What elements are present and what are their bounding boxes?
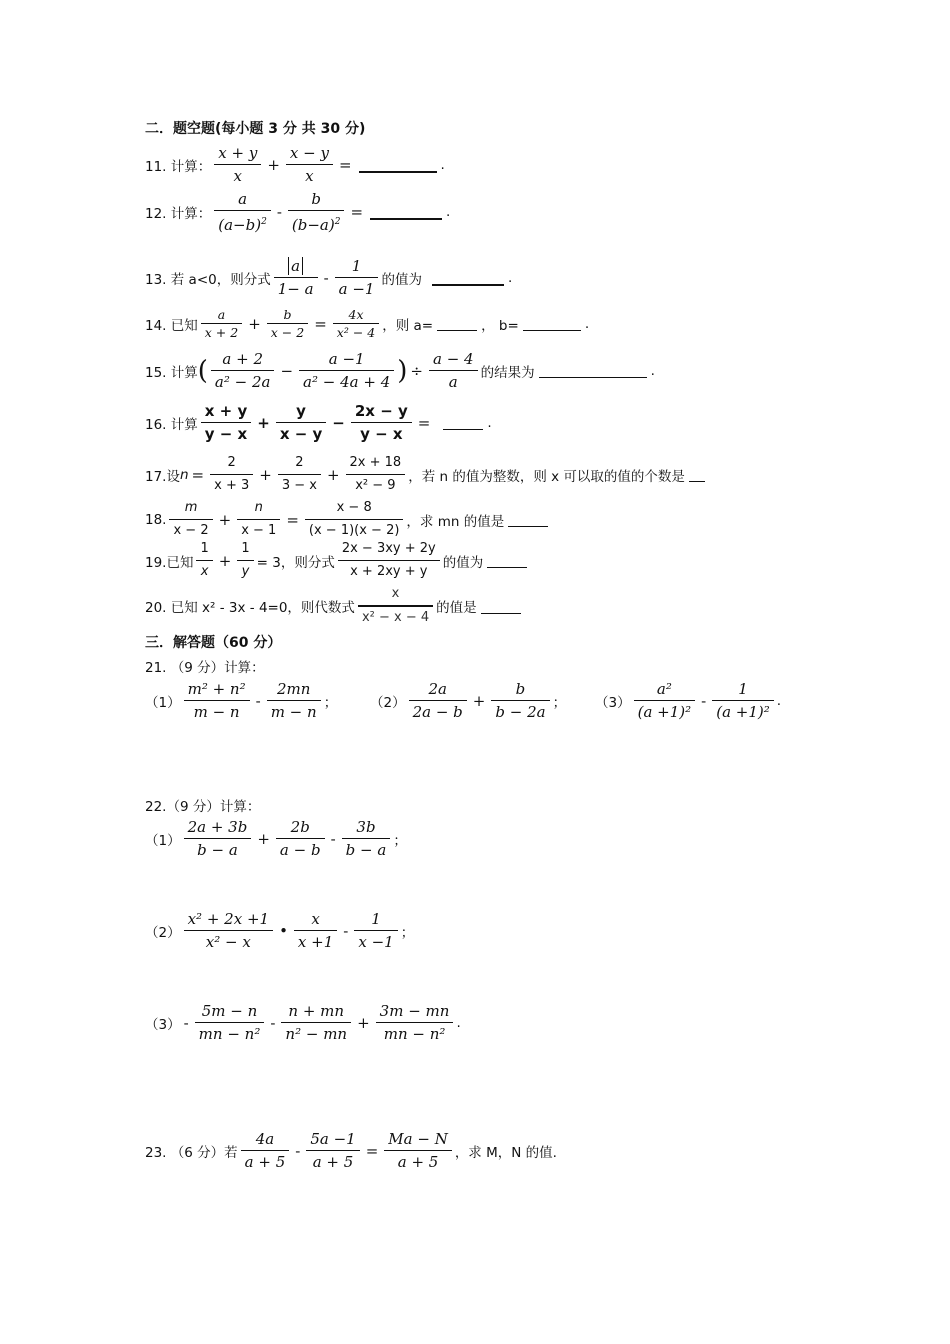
numerator: 2b <box>290 818 310 836</box>
fraction <box>338 538 440 583</box>
denominator: (a +1)² <box>637 703 692 721</box>
numerator: x <box>391 586 400 601</box>
fraction <box>276 816 325 861</box>
text: 19.已知 <box>145 554 194 571</box>
denominator: x − 2 <box>270 325 305 340</box>
denominator: a − b <box>279 841 321 859</box>
text: 的值是 <box>436 600 477 616</box>
text: ，求 M，N 的值. <box>454 1144 557 1161</box>
question-19 <box>145 538 531 583</box>
q22-part-3 <box>145 1000 461 1045</box>
text: ； <box>393 832 407 849</box>
numerator: 4x <box>348 307 364 322</box>
fraction <box>184 816 252 861</box>
operator: - <box>255 691 261 710</box>
numerator: a −1 <box>328 350 365 368</box>
fraction <box>346 452 406 497</box>
fraction <box>634 678 696 723</box>
answer-blank-a[interactable] <box>437 316 477 331</box>
denominator: x² − 9 <box>355 478 396 493</box>
text: ； <box>552 694 567 711</box>
operator: - <box>343 921 349 940</box>
question-11 <box>145 142 445 187</box>
fraction <box>237 497 280 542</box>
operator: = <box>286 510 299 529</box>
operator: + <box>357 1013 370 1032</box>
numerator: y <box>296 402 306 420</box>
text: n <box>179 466 189 483</box>
fraction <box>214 188 271 236</box>
fraction <box>429 348 478 393</box>
denominator: a −1 <box>338 280 375 298</box>
numerator: a² <box>656 680 672 698</box>
operator: + <box>257 829 270 848</box>
fraction <box>169 497 212 542</box>
text: ； <box>323 694 338 711</box>
denominator: mn − n² <box>198 1025 261 1043</box>
denominator: a² − 4a + 4 <box>303 373 391 391</box>
answer-blank-b[interactable] <box>523 316 581 331</box>
numerator: x − 8 <box>336 500 372 515</box>
operator: + <box>259 465 272 484</box>
denominator: a² − 2a <box>214 373 271 391</box>
denominator: x + 2xy + y <box>350 564 428 579</box>
text: 12. 计算： <box>145 206 212 222</box>
text: = 3，则分式 <box>256 554 335 571</box>
fraction <box>184 908 273 953</box>
fraction <box>210 452 253 497</box>
numerator: n + mn <box>288 1002 345 1020</box>
numerator: a <box>238 190 248 208</box>
text: 的值为 <box>381 271 422 288</box>
question-15 <box>145 348 655 393</box>
text: 11. 计算： <box>145 158 212 175</box>
fraction <box>305 497 404 542</box>
denominator: b − 2a <box>495 703 546 721</box>
operator: − <box>332 413 345 432</box>
denominator: x + 2 <box>204 325 239 340</box>
fraction <box>267 306 308 341</box>
denominator: x −1 <box>358 933 394 951</box>
fraction <box>184 678 250 723</box>
question-18 <box>145 497 552 542</box>
denominator: $(a-b)^2$ <box>218 216 267 234</box>
fraction <box>214 142 261 187</box>
text: 20. 已知 x² - 3x - 4=0，则代数式 <box>145 600 355 616</box>
denominator: x + 3 <box>214 478 250 493</box>
denominator: a <box>448 373 458 391</box>
text: ，若 n 的值为整数，则 x 可以取的值的个数是 <box>408 468 685 485</box>
fraction <box>201 306 242 341</box>
numerator: 1 <box>200 541 209 556</box>
numerator: m² + n² <box>187 680 246 698</box>
operator: - <box>330 829 336 848</box>
answer-blank[interactable] <box>370 204 442 220</box>
operator: - <box>276 203 282 221</box>
fraction <box>376 1000 454 1045</box>
denominator: mn − n² <box>383 1025 446 1043</box>
q22-part-2 <box>145 908 414 953</box>
question-21 <box>145 656 265 676</box>
numerator: b <box>311 190 321 208</box>
denominator: y − x <box>360 425 403 443</box>
text: （2） <box>145 924 181 941</box>
denominator: x <box>305 167 314 185</box>
fraction <box>409 678 467 723</box>
numerator: x <box>311 910 320 928</box>
numerator: a + 2 <box>222 350 263 368</box>
numerator: 3m − mn <box>379 1002 450 1020</box>
question-17 <box>145 452 709 497</box>
operator: = <box>350 203 364 221</box>
section-3-title: 三．解答题（60 分） <box>145 635 282 651</box>
denominator: x <box>200 564 209 579</box>
text: 13. 若 a<0，则分式 <box>145 271 271 288</box>
operator: = <box>191 465 205 484</box>
numerator: x − y <box>289 144 329 162</box>
text: ，求 mn 的值是 <box>406 513 505 530</box>
fraction <box>384 1128 452 1173</box>
answer-blank[interactable] <box>508 512 548 527</box>
fraction <box>306 1128 359 1173</box>
answer-blank[interactable] <box>443 415 483 430</box>
text: ， b= <box>481 317 519 334</box>
numerator: 4a <box>255 1130 275 1148</box>
text: （1） <box>145 832 181 849</box>
denominator: (a +1)² <box>716 703 770 721</box>
operator: + <box>257 413 270 432</box>
text: 18. <box>145 511 167 528</box>
question-12 <box>145 188 450 236</box>
denominator: x − 1 <box>241 523 277 538</box>
fraction <box>294 908 337 953</box>
fraction <box>274 255 318 300</box>
numerator: a <box>284 255 307 277</box>
denominator: y <box>241 564 250 579</box>
operator: - <box>183 1013 189 1032</box>
numerator: 2x + 18 <box>349 455 402 470</box>
numerator: 2 <box>227 455 236 470</box>
q21-part-2 <box>370 678 595 723</box>
numerator: 1 <box>351 257 362 275</box>
denominator: x² − x − 4 <box>361 610 430 625</box>
operator: + <box>326 465 340 484</box>
denominator: m − n <box>193 703 240 721</box>
fraction <box>196 538 212 583</box>
fraction <box>354 908 397 953</box>
numerator: 2mn <box>276 680 311 698</box>
fraction <box>335 255 379 300</box>
q21-part-3 <box>595 678 781 723</box>
denominator: m − n <box>270 703 317 721</box>
numerator: 5m − n <box>201 1002 258 1020</box>
text: （3） <box>145 1016 181 1033</box>
operator: + <box>218 551 232 570</box>
fraction <box>342 816 391 861</box>
fraction <box>286 142 333 187</box>
denominator: $(b-a)^2$ <box>291 216 341 234</box>
numerator: 2 <box>295 455 304 470</box>
fraction <box>211 348 275 393</box>
operator: • <box>279 921 288 940</box>
text: . <box>507 269 513 286</box>
fraction <box>712 678 774 723</box>
question-16 <box>145 400 492 445</box>
fraction <box>201 400 251 445</box>
question-23 <box>145 1128 557 1173</box>
operator: - <box>701 691 707 710</box>
operator: ÷ <box>410 361 423 380</box>
answer-blank[interactable] <box>481 599 521 614</box>
fraction <box>195 1000 265 1045</box>
numerator: 2x − 3xy + 2y <box>341 541 436 556</box>
numerator: x² + 2x +1 <box>187 910 270 928</box>
operator: − <box>280 361 294 380</box>
operator: - <box>295 1141 301 1160</box>
q21-part-1 <box>145 678 370 723</box>
denominator: 3 − x <box>281 478 317 493</box>
operator: = <box>365 1141 379 1160</box>
denominator: y − x <box>204 425 248 443</box>
denominator: n² − mn <box>285 1025 348 1043</box>
answer-blank[interactable] <box>539 363 647 378</box>
fraction <box>358 583 433 629</box>
text: . <box>776 692 782 709</box>
operator: + <box>267 155 280 174</box>
denominator: a + 5 <box>312 1153 354 1171</box>
fraction <box>276 400 326 445</box>
text: （3） <box>595 694 631 711</box>
text: ，则 a= <box>382 317 434 334</box>
text: . <box>487 414 492 431</box>
operator: = <box>338 155 352 174</box>
fraction <box>278 452 321 497</box>
text: . <box>650 362 655 379</box>
numerator: 5a −1 <box>310 1130 356 1148</box>
denominator: (x − 1)(x − 2) <box>308 523 400 538</box>
numerator: a − 4 <box>432 350 474 368</box>
numerator: x + y <box>204 402 248 420</box>
denominator: 2a − b <box>412 703 463 721</box>
numerator: m <box>184 500 198 515</box>
numerator: b <box>515 680 526 698</box>
fraction <box>333 306 379 341</box>
section-2-title: 二．题空题(每小题 3 分 共 30 分) <box>145 121 366 137</box>
numerator: 2a <box>428 680 447 698</box>
text: 15. 计算 <box>145 364 198 381</box>
text: 16. 计算 <box>145 416 198 433</box>
numerator: 3b <box>356 818 376 836</box>
denominator: a + 5 <box>244 1153 286 1171</box>
text: 14. 已知 <box>145 317 198 334</box>
text: （1） <box>145 694 181 711</box>
question-21-parts <box>145 678 781 723</box>
fraction <box>351 400 412 445</box>
text: 的值为 <box>442 554 484 571</box>
parenthesis: ( <box>197 355 208 386</box>
denominator: x² − x <box>205 933 251 951</box>
text: ； <box>400 924 415 941</box>
operator: + <box>472 691 486 710</box>
fraction <box>281 1000 351 1045</box>
question-14 <box>145 306 589 341</box>
text: 23. （6 分）若 <box>145 1144 238 1161</box>
text: . <box>440 156 445 173</box>
numerator: x + y <box>218 144 258 162</box>
numerator: 1 <box>371 910 381 928</box>
parenthesis: ) <box>397 355 408 386</box>
denominator: a + 5 <box>397 1153 439 1171</box>
question-13 <box>145 255 512 300</box>
fraction <box>491 678 549 723</box>
numerator: 2a + 3b <box>187 818 248 836</box>
text: . <box>446 204 451 220</box>
denominator: x − 2 <box>173 523 209 538</box>
numerator: a <box>217 307 226 322</box>
text: . <box>456 1014 461 1031</box>
question-20 <box>145 583 525 629</box>
denominator: x <box>233 167 243 185</box>
text: . <box>584 315 590 332</box>
fraction <box>241 1128 290 1173</box>
denominator: x² − 4 <box>336 325 376 340</box>
numerator: Ma − N <box>388 1130 448 1148</box>
fraction <box>237 538 253 583</box>
question-22 <box>145 795 260 815</box>
answer-blank[interactable] <box>359 157 437 173</box>
text: 21. （9 分）计算： <box>145 660 265 676</box>
answer-blank[interactable] <box>432 270 504 286</box>
numerator: n <box>254 500 263 515</box>
denominator: 1− a <box>277 280 314 298</box>
fraction <box>267 678 321 723</box>
text: 22.（9 分）计算： <box>145 799 261 815</box>
operator: = <box>417 413 431 432</box>
denominator: b − a <box>197 841 238 859</box>
fraction <box>288 188 345 236</box>
numerator: 1 <box>738 680 748 698</box>
denominator: x +1 <box>297 933 334 951</box>
denominator: x − y <box>279 425 323 443</box>
operator: + <box>218 510 232 529</box>
operator: + <box>248 314 261 333</box>
operator: - <box>323 268 329 287</box>
operator: = <box>314 314 327 333</box>
numerator: 2x − y <box>354 402 408 420</box>
q22-part-1 <box>145 816 407 861</box>
text: （2） <box>370 694 406 711</box>
numerator: b <box>283 307 292 322</box>
fraction <box>299 348 394 393</box>
operator: - <box>270 1013 276 1032</box>
answer-blank[interactable] <box>487 553 527 568</box>
denominator: b − a <box>345 841 387 859</box>
text: 17.设 <box>145 468 180 485</box>
text: 的结果为 <box>480 364 535 381</box>
numerator: 1 <box>241 541 250 556</box>
answer-blank[interactable] <box>689 467 705 482</box>
